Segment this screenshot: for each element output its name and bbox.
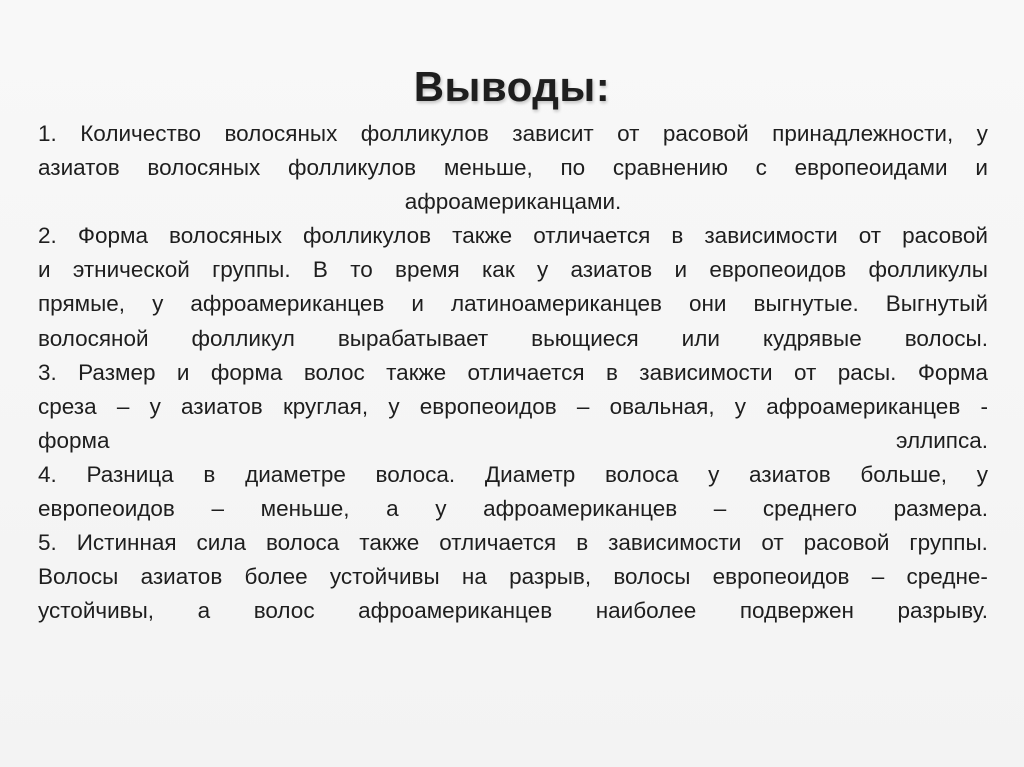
text-word: сила: [196, 530, 246, 556]
text-line: [38, 322, 988, 356]
text-word: –: [871, 564, 885, 590]
text-word: азиатов: [38, 155, 120, 181]
text-word: зависит: [512, 121, 594, 146]
text-word: 5.: [38, 530, 57, 556]
text-word: и: [176, 359, 190, 385]
text-word: волос: [303, 359, 365, 385]
text-word: европеоидов: [709, 257, 847, 283]
text-word: зависимости: [639, 359, 773, 385]
text-line: [38, 594, 988, 628]
text-word: волоса: [604, 461, 679, 487]
text-word: азиатов: [181, 393, 263, 419]
text-word: и: [674, 257, 688, 283]
text-word: и: [38, 257, 51, 283]
text-word: или: [681, 325, 720, 351]
text-word: вырабатывает: [337, 325, 489, 351]
text-word: фолликулов: [288, 155, 417, 181]
text-line: [38, 560, 988, 594]
slide-body: [38, 117, 988, 628]
text-word: зависимости: [704, 223, 838, 249]
text-word: с: [755, 155, 767, 181]
text-word: эллипса.: [895, 427, 988, 453]
text-word: азиатов: [570, 257, 653, 283]
text-word: волосы.: [904, 325, 988, 351]
text-line: [38, 185, 988, 219]
text-line: [38, 458, 988, 492]
text-line: [38, 151, 988, 185]
text-word: меньше,: [443, 155, 533, 181]
text-word: кудрявые: [762, 325, 862, 351]
text-word: группы.: [212, 257, 291, 283]
text-word: среднего: [762, 496, 857, 522]
text-word: у: [976, 121, 988, 146]
text-word: у: [708, 461, 720, 487]
text-word: форма: [38, 427, 110, 453]
text-word: волос: [253, 598, 315, 624]
text-word: европеоидов: [38, 496, 175, 522]
text-word: меньше,: [260, 496, 350, 522]
text-word: больше,: [860, 461, 947, 487]
text-word: у: [388, 393, 400, 419]
text-word: азиатов: [749, 461, 831, 487]
text-word: от: [761, 530, 784, 556]
text-line: [38, 287, 988, 321]
text-word: выгнутые.: [753, 291, 859, 317]
text-word: 1.: [38, 121, 57, 146]
text-word: и: [411, 291, 424, 317]
text-word: отличается: [533, 223, 651, 249]
text-word: как: [481, 257, 515, 283]
text-word: группы.: [909, 530, 988, 556]
text-word: афроамериканцев: [358, 598, 553, 624]
text-word: по: [560, 155, 586, 181]
text-word: волоса.: [375, 461, 456, 487]
text-word: волосяных: [224, 121, 338, 146]
text-line: [38, 219, 988, 253]
text-line-content: афроамериканцами.: [404, 189, 622, 215]
text-word: фолликулы: [868, 257, 988, 283]
text-word: афроамериканцев: [483, 496, 678, 522]
text-line: [38, 117, 988, 151]
text-line: [38, 390, 988, 424]
text-word: также: [452, 223, 513, 249]
text-word: у: [536, 257, 549, 283]
text-word: у: [734, 393, 747, 419]
text-word: в: [671, 223, 684, 249]
text-word: у: [435, 496, 447, 522]
text-word: принадлежности,: [772, 121, 954, 146]
text-word: фолликулов: [360, 121, 489, 146]
text-word: латиноамериканцев: [451, 291, 662, 317]
text-word: волосяных: [169, 223, 282, 249]
text-word: Разница: [86, 461, 174, 487]
text-word: более: [244, 564, 308, 590]
text-word: также: [359, 530, 420, 556]
text-word: Количество: [80, 121, 202, 146]
text-word: у: [149, 393, 161, 419]
text-word: Форма: [77, 223, 148, 249]
text-word: волосяных: [147, 155, 261, 181]
text-word: разрыв,: [509, 564, 592, 590]
text-word: разрыву.: [897, 598, 988, 624]
text-word: от: [793, 359, 817, 385]
text-word: афроамериканцев: [190, 291, 385, 317]
text-word: и: [975, 155, 988, 181]
text-word: форма: [210, 359, 283, 385]
text-word: –: [116, 393, 130, 419]
text-word: 4.: [38, 461, 57, 487]
text-word: фолликул: [191, 325, 295, 351]
text-word: Истинная: [76, 530, 177, 556]
text-word: они: [688, 291, 727, 317]
text-word: –: [211, 496, 224, 522]
text-word: сравнению: [612, 155, 728, 181]
text-word: расовой: [662, 121, 749, 146]
text-word: Диаметр: [484, 461, 576, 487]
text-word: Волосы: [38, 564, 119, 590]
text-word: расовой: [803, 530, 890, 556]
text-word: у: [152, 291, 164, 317]
text-word: в: [203, 461, 216, 487]
text-word: подвержен: [739, 598, 854, 624]
text-word: Размер: [78, 359, 156, 385]
text-word: устойчивы: [329, 564, 440, 590]
slide-title: Выводы:: [413, 63, 611, 110]
text-line: [38, 356, 988, 390]
text-word: зависимости: [608, 530, 742, 556]
text-word: круглая,: [282, 393, 369, 419]
text-word: овальная,: [609, 393, 715, 419]
text-word: у: [976, 461, 988, 487]
text-word: а: [197, 598, 211, 624]
text-word: в: [576, 530, 589, 556]
text-word: волосы: [613, 564, 691, 590]
text-word: наиболее: [595, 598, 697, 624]
text-word: средне-: [906, 564, 988, 590]
text-word: время: [395, 257, 460, 283]
text-word: а: [386, 496, 399, 522]
text-word: фолликулов: [303, 223, 432, 249]
text-word: волосяной: [38, 325, 149, 351]
text-line: [38, 253, 988, 287]
text-word: размера.: [893, 496, 988, 522]
text-word: диаметре: [245, 461, 346, 487]
text-word: европеоидами: [794, 155, 948, 181]
text-word: европеоидов: [419, 393, 557, 419]
text-line: [38, 492, 988, 526]
text-word: В: [312, 257, 328, 283]
text-word: устойчивы,: [38, 598, 155, 624]
text-word: Выгнутый: [885, 291, 988, 317]
text-word: расы.: [837, 359, 897, 385]
text-word: европеоидов: [712, 564, 850, 590]
text-word: на: [461, 564, 487, 590]
text-word: отличается: [439, 530, 557, 556]
text-line: [38, 424, 988, 458]
text-word: афроамериканцев: [766, 393, 961, 419]
text-word: 2.: [38, 223, 57, 249]
text-word: –: [713, 496, 727, 522]
text-word: от: [617, 121, 640, 146]
text-word: то: [350, 257, 373, 283]
text-word: в: [605, 359, 618, 385]
text-word: среза: [38, 393, 97, 419]
text-line: [38, 526, 988, 560]
text-word: отличается: [467, 359, 585, 385]
text-word: также: [386, 359, 447, 385]
text-word: Форма: [917, 359, 988, 385]
text-word: прямые,: [38, 291, 126, 317]
text-word: –: [576, 393, 590, 419]
text-word: вьющиеся: [531, 325, 639, 351]
text-word: этнической: [72, 257, 190, 283]
text-word: расовой: [902, 223, 988, 249]
text-word: -: [980, 393, 988, 419]
text-word: азиатов: [140, 564, 223, 590]
text-word: волоса: [265, 530, 340, 556]
text-word: от: [858, 223, 882, 249]
text-word: 3.: [38, 359, 57, 385]
